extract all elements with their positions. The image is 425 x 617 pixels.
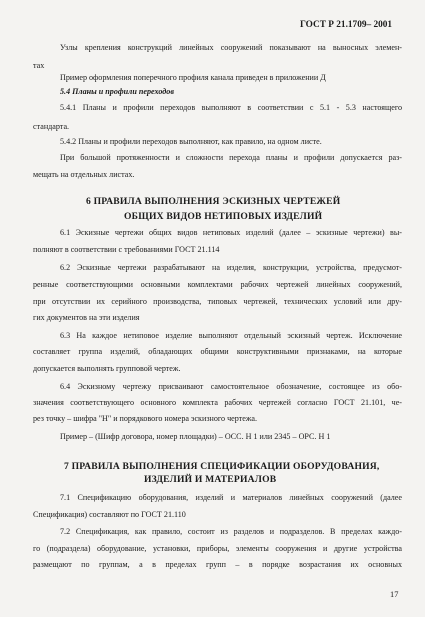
document-code-header: ГОСТ Р 21.1709– 2001 — [300, 20, 393, 30]
example-line: Пример – (Шифр договора, номер площадки) – ОСС. Н 1 или 2345 – ОРС. Н 1 — [60, 432, 331, 441]
paragraph-line: гих документов на эти изделия — [33, 313, 140, 322]
paragraph-line: 5.4.1 Планы и профили переходов выполняют в соответствии с 5.1 - 5.3 настоящего — [60, 103, 402, 112]
paragraph-line: составляет группа изделий, обладающих общими конструктивными признаками, на которые — [33, 347, 402, 356]
paragraph-line: при отсутствии их серийного производства, типовых чертежей, технических условий или дру- — [33, 297, 402, 306]
paragraph-line: 7.2 Спецификация, как правило, состоит из разделов и подразделов. В пределах каждо- — [60, 527, 402, 536]
section-7-title: ИЗДЕЛИЙ И МАТЕРИАЛОВ — [144, 474, 277, 485]
paragraph-line: Пример оформления поперечного профиля канала приведен в приложении Д — [60, 73, 326, 82]
paragraph-line: 6.1 Эскизные чертежи общих видов нетиповых изделий (далее – эскизные чертежи) вы- — [60, 228, 402, 237]
page-number: 17 — [390, 590, 399, 599]
paragraph-line: 5.4.2 Планы и профили переходов выполняют, как правило, на одном листе. — [60, 137, 322, 146]
paragraph-line: Спецификация) составляют по ГОСТ 21.110 — [33, 510, 186, 519]
paragraph-line: рез точку – шифра "Н" и порядкового номера эскизного чертежа. — [33, 414, 258, 423]
paragraph-line: 6.3 На каждое нетиповое изделие выполняют отдельный эскизный чертеж. Исключение — [60, 331, 402, 340]
paragraph-line: допускается выполнять групповой чертеж. — [33, 364, 181, 373]
paragraph-line: мещать на отдельных листах. — [33, 170, 135, 179]
paragraph-line: значения соответствующего основного комплекта рабочих чертежей согласно ГОСТ 21.101, че- — [33, 398, 402, 407]
section-7-title: 7 ПРАВИЛА ВЫПОЛНЕНИЯ СПЕЦИФИКАЦИИ ОБОРУДОВАНИЯ, — [64, 461, 380, 472]
paragraph-line: ренные соответствующими основными комплектами рабочих чертежей линейных сооружений, — [33, 280, 402, 289]
subsection-heading: 5.4 Планы и профили переходов — [60, 87, 174, 96]
paragraph-line: 6.2 Эскизные чертежи разрабатывают на изделия, конструкции, устройства, предусмот- — [60, 263, 402, 272]
paragraph-line: го (подраздела) оборудование, установки, приборы, элементы сооружения и другие устройства — [33, 544, 402, 553]
section-6-title: 6 ПРАВИЛА ВЫПОЛНЕНИЯ ЭСКИЗНЫХ ЧЕРТЕЖЕЙ — [86, 196, 341, 207]
paragraph-line: Узлы крепления конструкций линейных сооружений показывают на выносных элемен- — [60, 43, 402, 52]
paragraph-line: При большой протяженности и сложности перехода планы и профили допускается раз- — [60, 153, 402, 162]
paragraph-line: полняют в соответствии с требованиями ГОСТ 21.114 — [33, 245, 220, 254]
paragraph-line: тах — [33, 61, 45, 70]
paragraph-line: 6.4 Эскизному чертежу присваивают самостоятельное обозначение, состоящее из обо- — [60, 382, 402, 391]
paragraph-line: стандарта. — [33, 122, 70, 131]
paragraph-line: размещают по группам, а в пределах групп – в порядке возрастания их основных — [33, 560, 402, 569]
section-6-title: ОБЩИХ ВИДОВ НЕТИПОВЫХ ИЗДЕЛИЙ — [124, 211, 323, 222]
paragraph-line: 7.1 Спецификацию оборудования, изделий и материалов линейных сооружений (далее — [60, 493, 402, 502]
